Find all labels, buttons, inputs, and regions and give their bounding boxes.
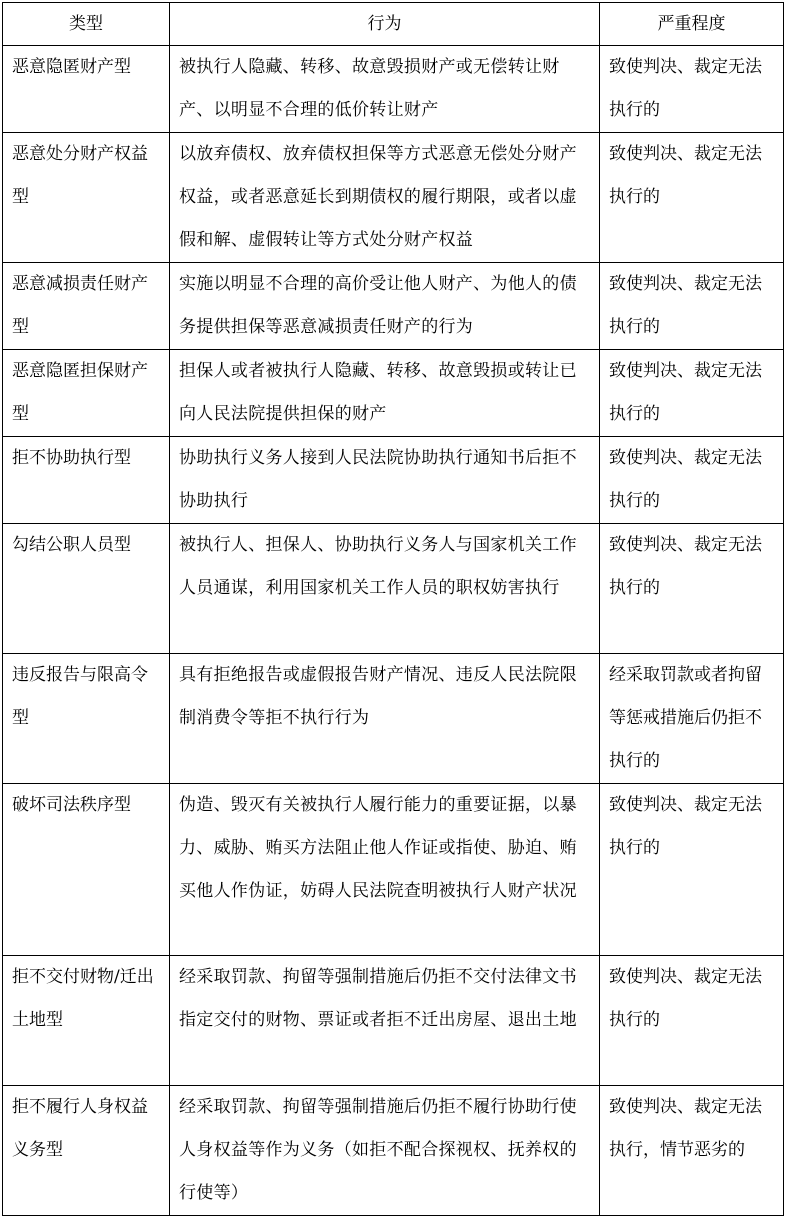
- cell-type: 违反报告与限高令型: [3, 654, 170, 784]
- cell-type: 拒不协助执行型: [3, 437, 170, 524]
- table-row: [3, 956, 784, 1086]
- cell-severity: 致使判决、裁定无法执行，情节恶劣的: [600, 1086, 784, 1216]
- header-severity: 严重程度: [600, 3, 784, 46]
- cell-severity: 致使判决、裁定无法执行的: [600, 524, 784, 654]
- table-row: [3, 524, 784, 654]
- cell-action: 协助执行义务人接到人民法院协助执行通知书后拒不协助执行: [170, 437, 600, 524]
- cell-action: 担保人或者被执行人隐藏、转移、故意毁损或转让已向人民法院提供担保的财产: [170, 350, 600, 437]
- cell-action: 被执行人、担保人、协助执行义务人与国家机关工作人员通谋，利用国家机关工作人员的职权妨害执行: [170, 524, 600, 654]
- table-row: [3, 350, 784, 437]
- cell-action: 实施以明显不合理的高价受让他人财产、为他人的债务提供担保等恶意减损责任财产的行为: [170, 263, 600, 350]
- cell-type: 拒不履行人身权益义务型: [3, 1086, 170, 1216]
- cell-type: 恶意处分财产权益型: [3, 133, 170, 263]
- table-row: [3, 784, 784, 956]
- cell-type: 恶意隐匿财产型: [3, 46, 170, 133]
- cell-type: 勾结公职人员型: [3, 524, 170, 654]
- cell-severity: 致使判决、裁定无法执行的: [600, 956, 784, 1086]
- cell-action: 经采取罚款、拘留等强制措施后仍拒不履行协助行使人身权益等作为义务（如拒不配合探视权、抚养权的行使等）: [170, 1086, 600, 1216]
- table-row: [3, 654, 784, 784]
- cell-severity: 经采取罚款或者拘留等惩戒措施后仍拒不执行的: [600, 654, 784, 784]
- cell-action: 被执行人隐藏、转移、故意毁损财产或无偿转让财产、以明显不合理的低价转让财产: [170, 46, 600, 133]
- cell-severity: 致使判决、裁定无法执行的: [600, 784, 784, 956]
- cell-action: 伪造、毁灭有关被执行人履行能力的重要证据，以暴力、威胁、贿买方法阻止他人作证或指使、胁迫、贿买他人作伪证，妨碍人民法院查明被执行人财产状况: [170, 784, 600, 956]
- table-row: [3, 133, 784, 263]
- cell-severity: 致使判决、裁定无法执行的: [600, 437, 784, 524]
- cell-severity: 致使判决、裁定无法执行的: [600, 350, 784, 437]
- cell-action: 经采取罚款、拘留等强制措施后仍拒不交付法律文书指定交付的财物、票证或者拒不迁出房屋、退出土地: [170, 956, 600, 1086]
- table-row: [3, 437, 784, 524]
- header-type: 类型: [3, 3, 170, 46]
- cell-type: 破坏司法秩序型: [3, 784, 170, 956]
- cell-type: 恶意隐匿担保财产型: [3, 350, 170, 437]
- header-action: 行为: [170, 3, 600, 46]
- cell-severity: 致使判决、裁定无法执行的: [600, 263, 784, 350]
- table-row: [3, 263, 784, 350]
- table-row: [3, 1086, 784, 1216]
- table-row: [3, 46, 784, 133]
- legal-table: [2, 2, 784, 1216]
- cell-action: 以放弃债权、放弃债权担保等方式恶意无偿处分财产权益，或者恶意延长到期债权的履行期限，或者以虚假和解、虚假转让等方式处分财产权益: [170, 133, 600, 263]
- cell-severity: 致使判决、裁定无法执行的: [600, 46, 784, 133]
- cell-type: 恶意减损责任财产型: [3, 263, 170, 350]
- cell-severity: 致使判决、裁定无法执行的: [600, 133, 784, 263]
- header-row: [3, 3, 784, 46]
- cell-action: 具有拒绝报告或虚假报告财产情况、违反人民法院限制消费令等拒不执行行为: [170, 654, 600, 784]
- cell-type: 拒不交付财物/迁出土地型: [3, 956, 170, 1086]
